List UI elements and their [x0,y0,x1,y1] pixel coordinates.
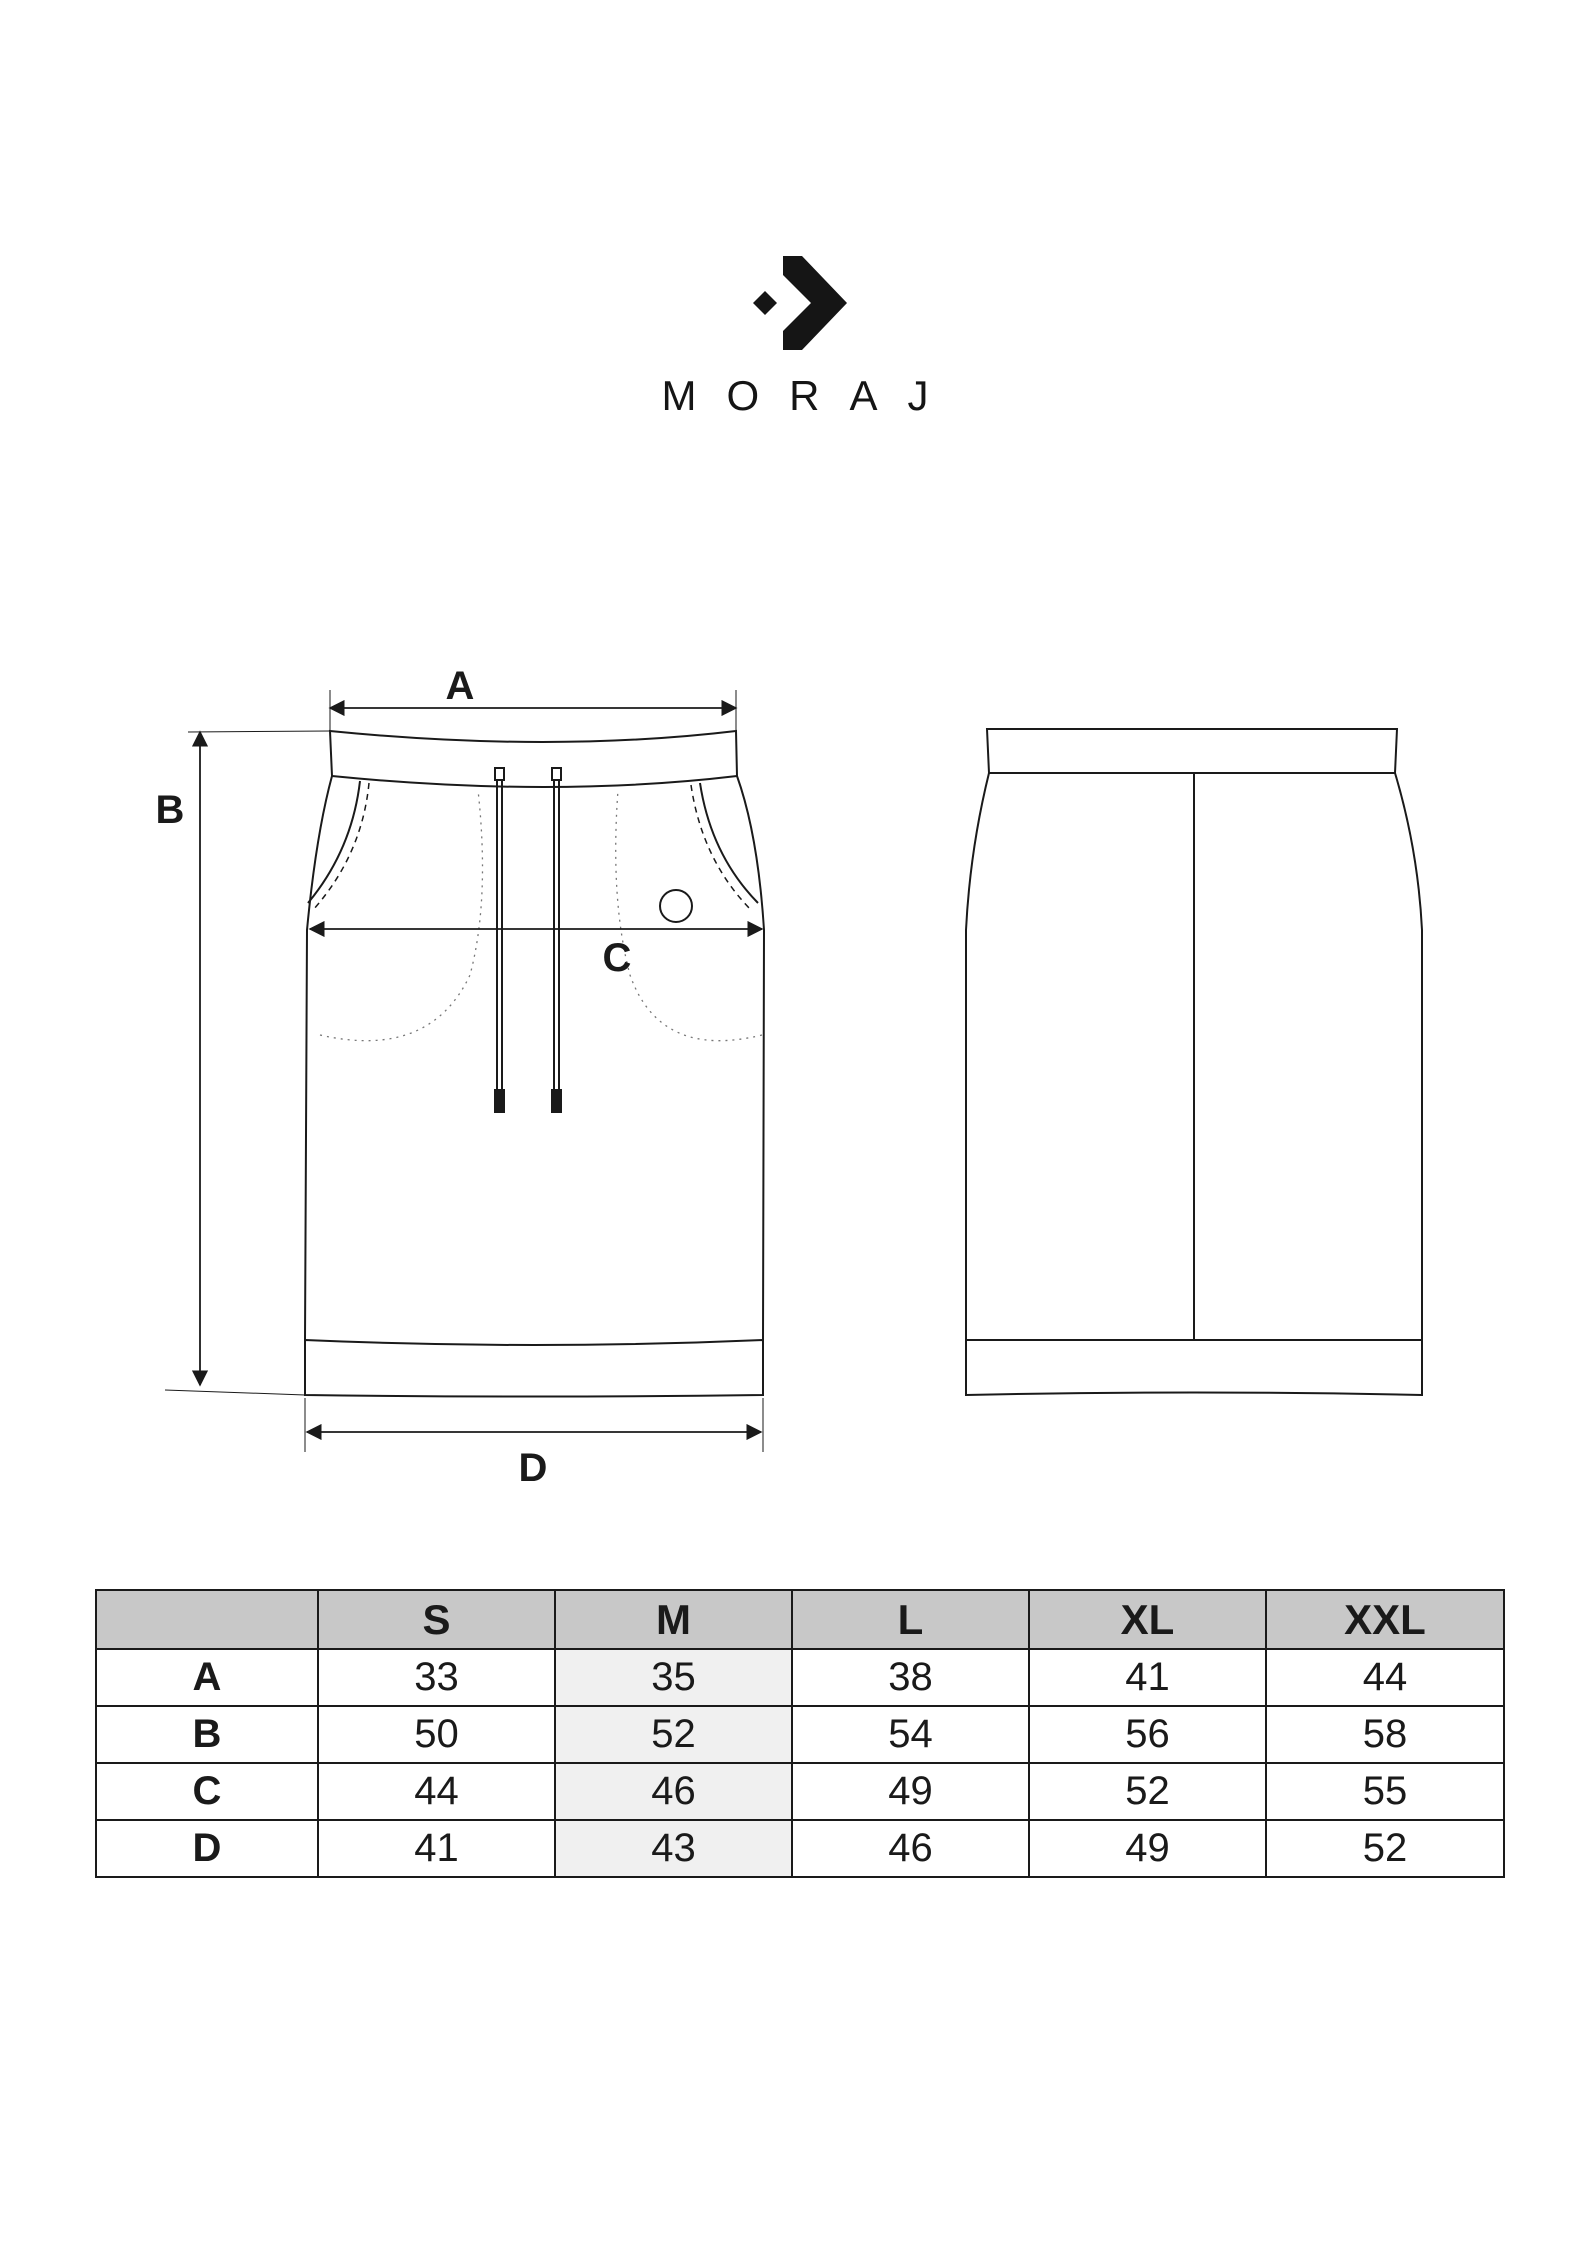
table-cell: 55 [1266,1763,1504,1820]
table-cell: 46 [792,1820,1029,1877]
dimension-label-c: C [602,936,632,980]
dimension-label-a: A [445,664,475,708]
table-cell: 33 [318,1649,555,1706]
size-header-xxl: XXL [1266,1590,1504,1649]
table-cell: 49 [1029,1820,1266,1877]
table-cell: 41 [318,1820,555,1877]
row-label: B [96,1706,318,1763]
row-label: D [96,1820,318,1877]
table-cell: 54 [792,1706,1029,1763]
table-header-row [96,1590,1504,1649]
size-header-s: S [318,1590,555,1649]
front-view [305,731,764,1397]
table-row [96,1763,1504,1820]
table-cell: 41 [1029,1649,1266,1706]
table-cell: 43 [555,1820,792,1877]
dimension-label-d: D [518,1446,548,1490]
table-row [96,1820,1504,1877]
size-header-xl: XL [1029,1590,1266,1649]
table-cell: 46 [555,1763,792,1820]
table-cell: 58 [1266,1706,1504,1763]
table-row [96,1649,1504,1706]
row-label: A [96,1649,318,1706]
table-cell: 49 [792,1763,1029,1820]
size-chart-table [95,1589,1505,1878]
table-cell: 52 [1266,1820,1504,1877]
table-cell: 52 [555,1706,792,1763]
table-cell: 35 [555,1649,792,1706]
table-cell: 50 [318,1706,555,1763]
table-row [96,1706,1504,1763]
size-header-m: M [555,1590,792,1649]
dimension-lines [165,690,763,1452]
table-cell: 44 [318,1763,555,1820]
row-label: C [96,1763,318,1820]
table-cell: 52 [1029,1763,1266,1820]
dimension-label-b: B [155,788,185,832]
table-cell: 56 [1029,1706,1266,1763]
table-header-corner [96,1590,318,1649]
size-header-l: L [792,1590,1029,1649]
table-cell: 44 [1266,1649,1504,1706]
brand-name: MORAJ [661,372,959,419]
table-cell: 38 [792,1649,1029,1706]
back-view [966,729,1422,1395]
